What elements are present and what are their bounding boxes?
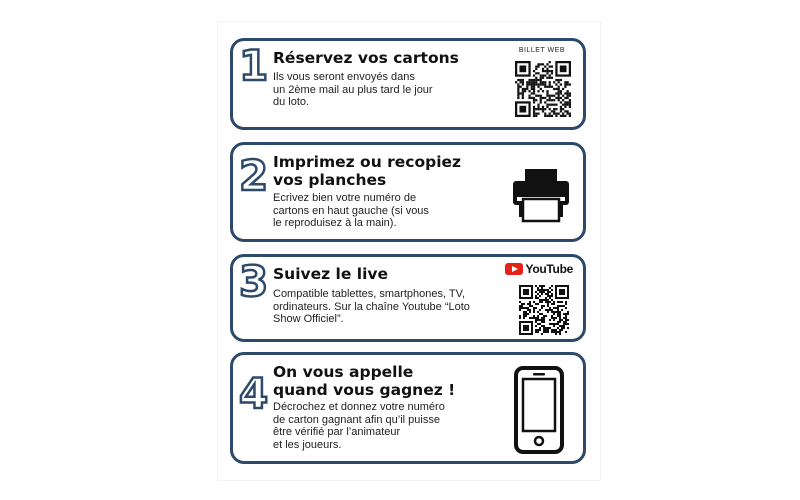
step-card-1 [230, 38, 586, 130]
step-number-1: 1 [239, 41, 269, 90]
step-body-4: Décrochez et donnez votre numéro de carton gagnant afin qu’il puisse être vérifié par l’animateur et les joueurs. [273, 401, 445, 451]
step-title-1: Réservez vos cartons [273, 49, 459, 67]
step-title-2: Imprimez ou recopiez vos planches [273, 153, 462, 189]
step-card-2 [230, 142, 586, 242]
step-body-3: Compatible tablettes, smartphones, TV, ordinateurs. Sur la chaîne Youtube “Loto Show Officiel”. [273, 288, 470, 325]
step-body-1: Ils vous seront envoyés dans un 2ème mail au plus tard le jour du loto. [273, 71, 433, 108]
step-card-4 [230, 352, 586, 464]
qr-code-icon[interactable] [515, 61, 571, 117]
step-title-3: Suivez le live [273, 265, 389, 283]
youtube-icon [505, 263, 523, 275]
instruction-sheet [218, 22, 600, 480]
youtube-brand [505, 262, 573, 276]
step-title-4: On vous appelle quand vous gagnez ! [273, 363, 456, 399]
smartphone-icon [513, 365, 565, 455]
qr-label: BILLET WEB [518, 47, 565, 54]
step-number-3: 3 [239, 257, 269, 306]
step-body-2: Ecrivez bien votre numéro de cartons en haut gauche (si vous le reproduisez à la main). [273, 192, 429, 229]
step-card-3 [230, 254, 586, 342]
youtube-qr-icon[interactable] [519, 285, 569, 335]
step-number-2: 2 [239, 151, 269, 200]
youtube-label: YouTube [525, 262, 573, 276]
step-number-4: 4 [239, 369, 269, 418]
printer-icon [511, 167, 571, 223]
